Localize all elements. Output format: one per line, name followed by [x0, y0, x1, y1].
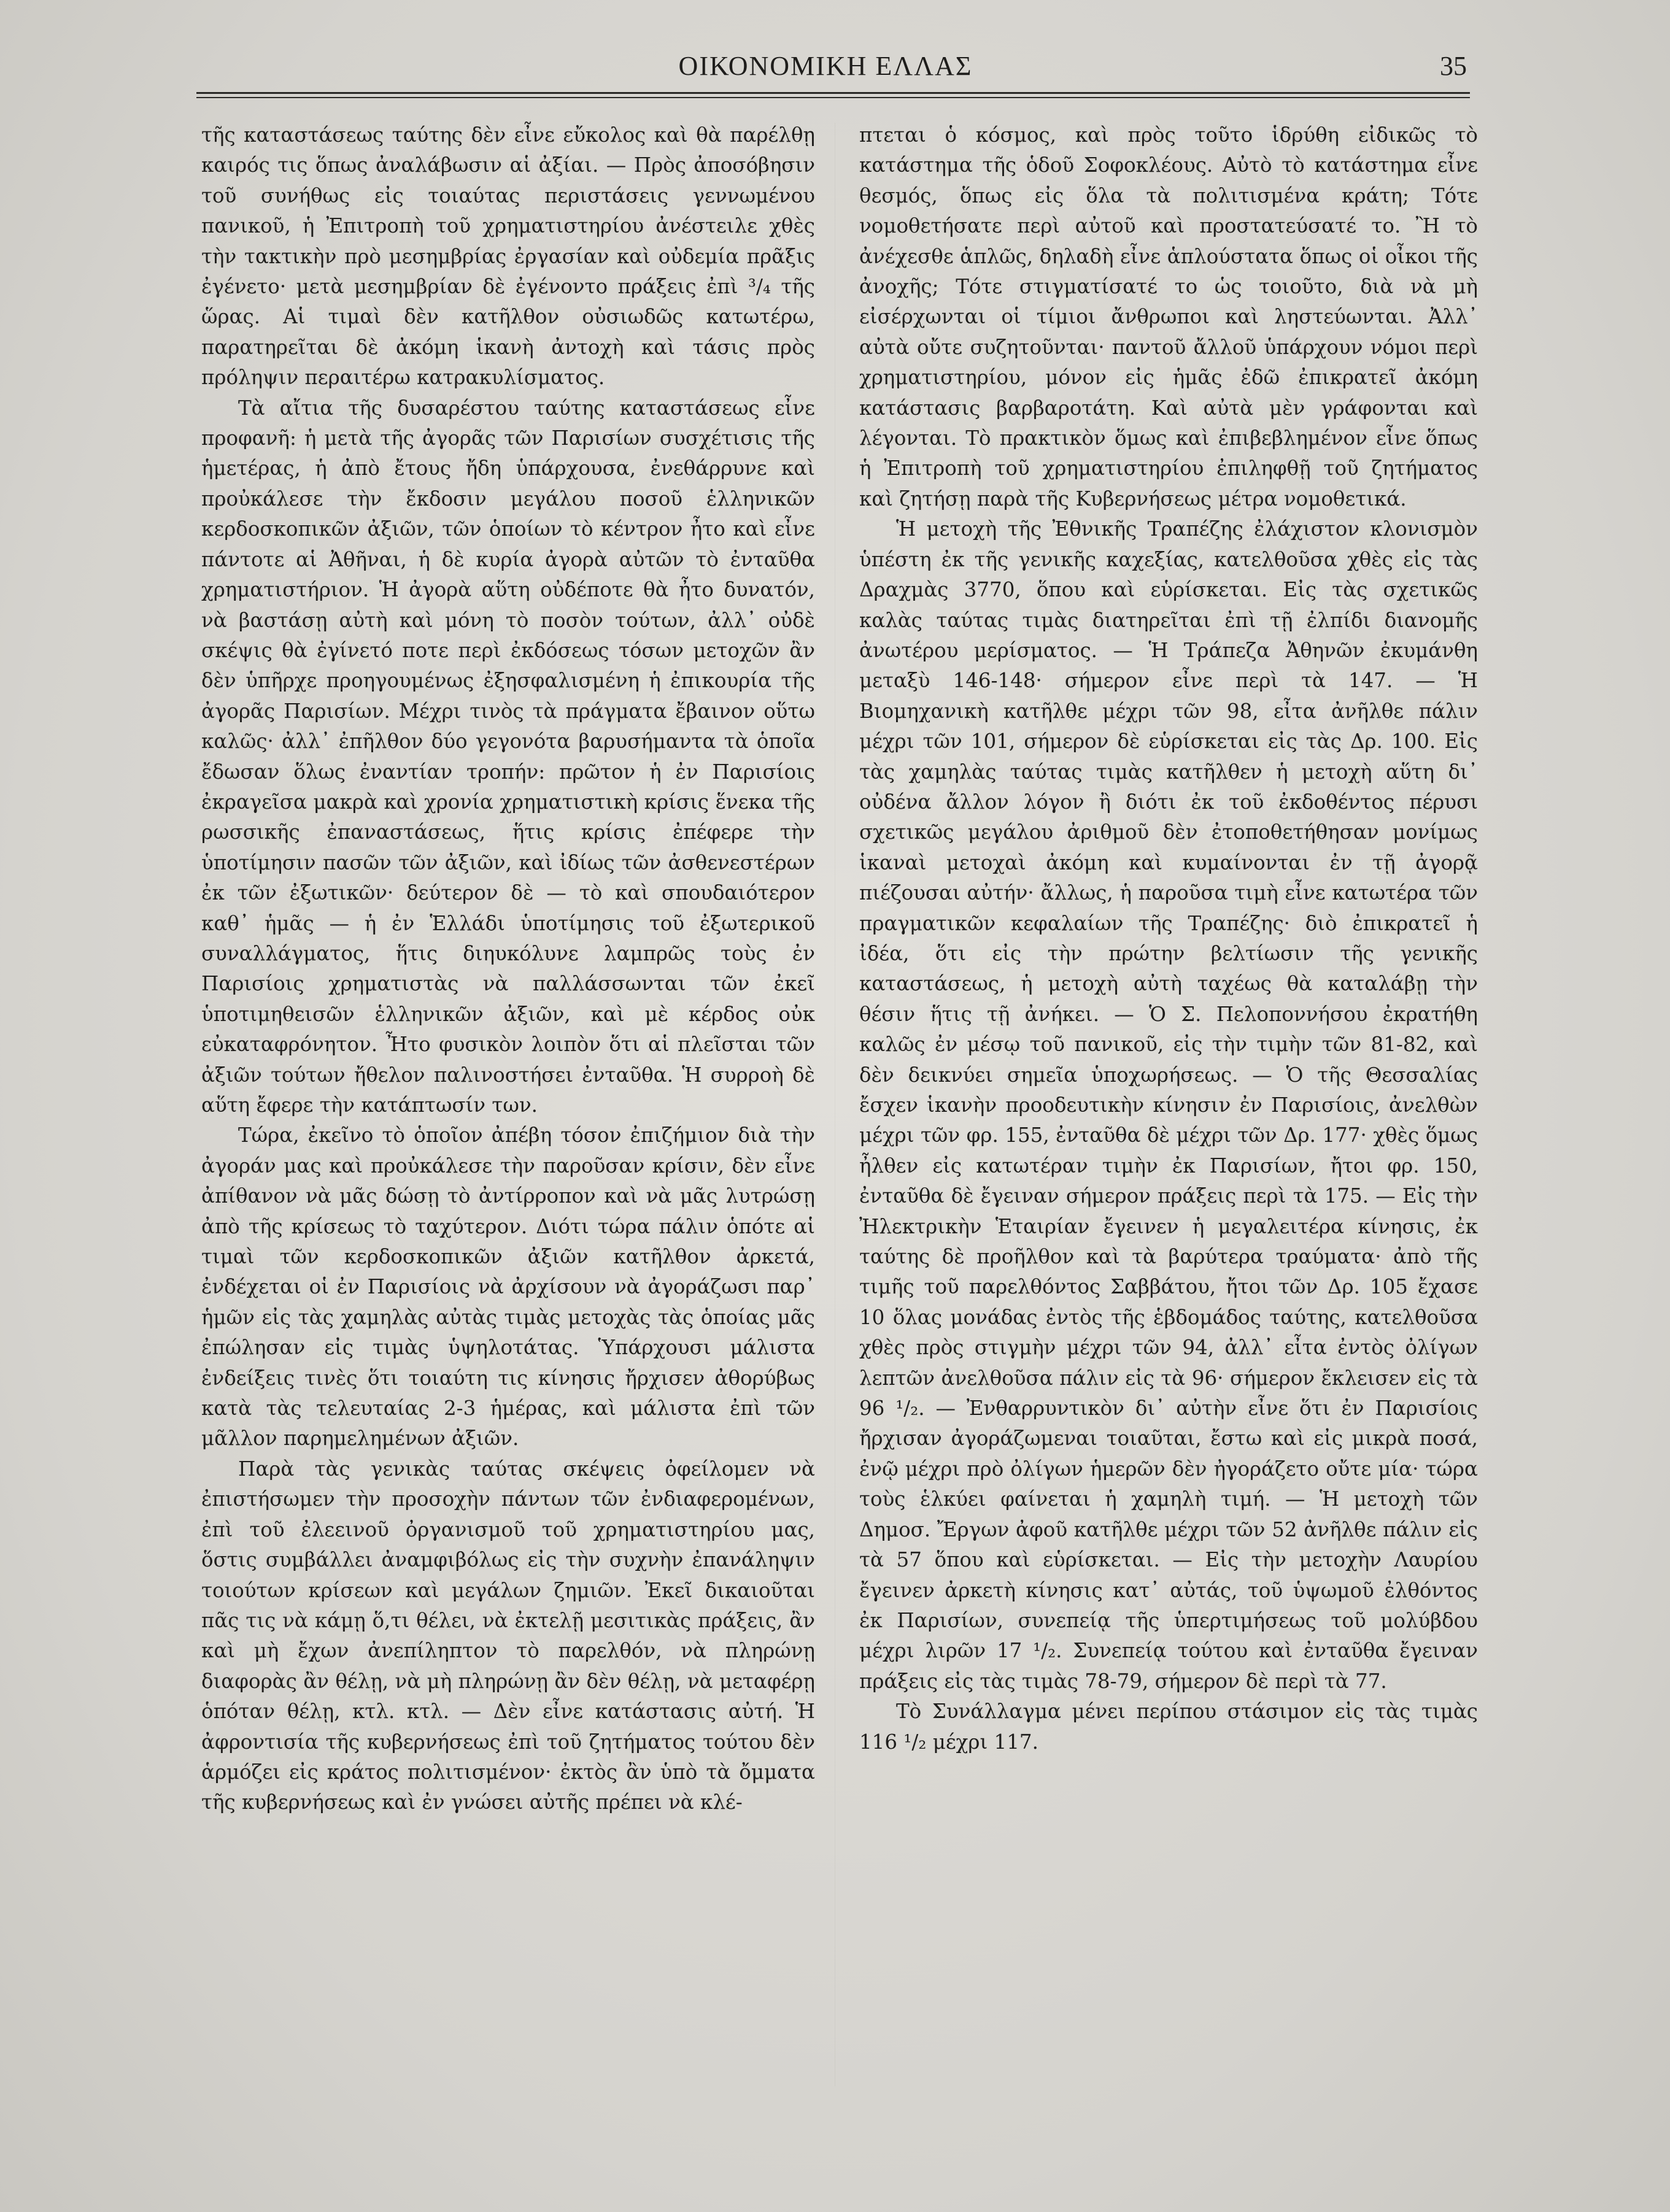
right-paragraph-2: Ἡ μετοχὴ τῆς Ἐθνικῆς Τραπέζης ἐλάχιστον κλονισμὸν ὑπέστη ἐκ τῆς γενικῆς καχεξίας, κατελθοῦσα χθὲς εἰς τὰς Δραχμὰς 3770, ὅπου καὶ εὑρίσκεται. Εἰς τὰς σχετικῶς καλὰς ταύτας τιμὰς διατηρεῖται ἐπὶ τῇ ἐλπίδι διανομῆς ἀνωτέρου μερίσματος. — Ἡ Τράπεζα Ἀθηνῶν ἐκυμάνθη μεταξὺ 146-148· σήμερον εἶνε περὶ τὰ 147. — Ἡ Βιομηχανικὴ κατῆλθε μέχρι τῶν 98, εἶτα ἀνῆλθε πάλιν μέχρι τῶν 101, σήμερον δὲ εὑρίσκεται εἰς τὰς Δρ. 100. Εἰς τὰς χαμηλὰς ταύτας τιμὰς κατῆλθεν ἡ μετοχὴ αὕτη δι᾽ οὐδένα ἄλλον λόγον ἢ διότι ἐκ τοῦ ἐκδοθέντος πέρυσι σχετικῶς μεγάλου ἀριθμοῦ δὲν ἐτοποθετήθησαν μονίμως ἱκαναὶ μετοχαὶ ἀκόμη καὶ κυμαίνονται ἐν τῇ ἀγορᾷ πιέζουσαι αὐτήν· ἄλλως, ἡ παροῦσα τιμὴ εἶνε κατωτέρα τῶν πραγματικῶν κεφαλαίων τῆς Τραπέζης· διὸ ἐπικρατεῖ ἡ ἰδέα, ὅτι εἰς τὴν πρώτην βελτίωσιν τῆς γενικῆς καταστάσεως, ἡ μετοχὴ αὐτὴ ταχέως θὰ καταλάβῃ τὴν θέσιν ἥτις τῇ ἀνήκει. — Ὁ Σ. Πελοποννήσου ἐκρατήθη καλῶς ἐν μέσῳ τοῦ πανικοῦ, εἰς τὴν τιμὴν τῶν 81-82, καὶ δὲν δεικνύει σημεῖα ὑποχωρήσεως. — Ὁ τῆς Θεσσαλίας ἔσχεν ἱκανὴν προοδευτικὴν κίνησιν ἐν Παρισίοις, ἀνελθὼν μέχρι τῶν φρ. 155, ἐνταῦθα δὲ μέχρι τῶν Δρ. 177· χθὲς ὅμως ἦλθεν εἰς κατωτέραν τιμὴν ἐκ Παρισίων, ἤτοι φρ. 150, ἐνταῦθα δὲ ἔγειναν σήμερον πράξεις περὶ τὰ 175. — Εἰς τὴν Ἠλεκτρικὴν Ἑταιρίαν ἔγεινεν ἡ μεγαλειτέρα κίνησις, ἐκ ταύτης δὲ προῆλθον καὶ τὰ βαρύτερα τραύματα· ἀπὸ τῆς τιμῆς τοῦ παρελθόντος Σαββάτου, ἤτοι τῶν Δρ. 105 ἔχασε 10 ὅλας μονάδας ἐντὸς τῆς ἑβδομάδος ταύτης, κατελθοῦσα χθὲς πρὸς στιγμὴν μέχρι τῶν 94, ἀλλ᾽ εἶτα ἐντὸς ὀλίγων λεπτῶν ἀνελθοῦσα πάλιν εἰς τὰ 96· σήμερον ἔκλεισεν εἰς τὰ 96 ¹/₂. — Ἐνθαρρυντικὸν δι᾽ αὐτὴν εἶνε ὅτι ἐν Παρισίοις ἤρχισαν ἀγοράζωμεναι τοιαῦται, ἔστω καὶ εἰς μικρὰ ποσά, ἐνῷ μέχρι πρὸ ὀλίγων ἡμερῶν δὲν ἠγοράζετο οὔτε μία· τώρα τοὺς ἑλκύει φαίνεται ἡ χαμηλὴ τιμή. — Ἡ μετοχὴ τῶν Δημοσ. Ἔργων ἀφοῦ κατῆλθε μέχρι τῶν 52 ἀνῆλθε πάλιν εἰς τὰ 57 ὅπου καὶ εὑρίσκεται. — Εἰς τὴν μετοχὴν Λαυρίου ἔγεινεν ἀρκετὴ κίνησις κατ᾽ αὐτάς, τοῦ ὑψωμοῦ ἐλθόντος ἐκ Παρισίων, συνεπείᾳ τῆς ὑπερτιμήσεως τοῦ μολύβδου μέχρι λιρῶν 17 ¹/₂. Συνεπείᾳ τούτου καὶ ἐνταῦθα ἔγειναν πράξεις εἰς τὰς τιμὰς 78-79, σήμερον δὲ περὶ τὰ 77.	[859, 517, 1478, 1693]
right-paragraph-1: πτεται ὁ κόσμος, καὶ πρὸς τοῦτο ἱδρύθη εἰδικῶς τὸ κατάστημα τῆς ὁδοῦ Σοφοκλέους. Αὐτὸ τὸ κατάστημα εἶνε θεσμός, ὅπως εἰς ὅλα τὰ πολιτισμένα κράτη; Τότε νομοθετήσατε περὶ αὐτοῦ καὶ προστατεύσατέ το. Ἢ τὸ ἀνέχεσθε ἁπλῶς, δηλαδὴ εἶνε ἁπλούστατα ὅπως οἱ οἶκοι τῆς ἀνοχῆς; Τότε στιγματίσατέ το ὡς τοιοῦτο, διὰ νὰ μὴ εἰσέρχωνται οἱ τίμιοι ἄνθρωποι καὶ ληστεύωνται. Ἀλλ᾽ αὐτὰ οὔτε συζητοῦνται· παντοῦ ἄλλοῦ ὑπάρχουν νόμοι περὶ χρηματιστηρίου, μόνον εἰς ἡμᾶς ἐδῶ ἐπικρατεῖ ἀκόμη κατάστασις βαρβαροτάτη. Καὶ αὐτὰ μὲν γράφονται καὶ λέγονται. Τὸ πρακτικὸν ὅμως καὶ ἐπιβεβλημένον εἶνε ὅπως ἡ Ἐπιτροπὴ τοῦ χρηματιστηρίου ἐπιληφθῇ τοῦ ζητήματος καὶ ζητήσῃ παρὰ τῆς Κυβερνήσεως μέτρα νομοθετικά.	[859, 123, 1478, 511]
right-column	[859, 120, 1478, 1757]
left-column	[201, 120, 815, 1818]
right-paragraph-3: Τὸ Συνάλλαγμα μένει περίπου στάσιμον εἰς τὰς τιμὰς 116 ¹/₂ μέχρι 117.	[859, 1700, 1478, 1754]
left-paragraph-2: Τὰ αἴτια τῆς δυσαρέστου ταύτης καταστάσεως εἶνε προφανῆ: ἡ μετὰ τῆς ἀγορᾶς τῶν Παρισίων συσχέτισις τῆς ἡμετέρας, ἡ ἀπὸ ἔτους ἤδη ὑπάρχουσα, ἐνεθάρρυνε καὶ προὐκάλεσε τὴν ἔκδοσιν μεγάλου ποσοῦ ἑλληνικῶν κερδοσκοπικῶν ἀξιῶν, τῶν ὁποίων τὸ κέντρον ἦτο καὶ εἶνε πάντοτε αἱ Ἀθῆναι, ἡ δὲ κυρία ἀγορὰ αὐτῶν τὸ ἐνταῦθα χρηματιστήριον. Ἡ ἀγορὰ αὕτη οὐδέποτε θὰ ἦτο δυνατόν, νὰ βαστάσῃ αὐτὴ καὶ μόνη τὸ ποσὸν τούτων, ἀλλ᾽ οὐδὲ σκέψις θὰ ἐγίνετό ποτε περὶ ἐκδόσεως τόσων μετοχῶν ἂν δὲν ὑπῆρχε προηγουμένως ἐξησφαλισμένη ἡ ἐπικουρία τῆς ἀγορᾶς Παρισίων. Μέχρι τινὸς τὰ πράγματα ἔβαινον οὕτω καλῶς· ἀλλ᾽ ἐπῆλθον δύο γεγονότα βαρυσήμαντα τὰ ὁποῖα ἔδωσαν ὅλως ἐναντίαν τροπήν: πρῶτον ἡ ἐν Παρισίοις ἐκραγεῖσα μακρὰ καὶ χρονία χρηματιστικὴ κρίσις ἕνεκα τῆς ρωσσικῆς ἐπαναστάσεως, ἥτις κρίσις ἐπέφερε τὴν ὑποτίμησιν πασῶν τῶν ἀξιῶν, καὶ ἰδίως τῶν ἀσθενεστέρων ἐκ τῶν ἐξωτικῶν· δεύτερον δὲ — τὸ καὶ σπουδαιότερον καθ᾽ ἡμᾶς — ἡ ἐν Ἑλλάδι ὑποτίμησις τοῦ ἐξωτερικοῦ συναλλάγματος, ἥτις διηυκόλυνε λαμπρῶς τοὺς ἐν Παρισίοις χρηματιστὰς νὰ παλλάσσωνται τῶν ἐκεῖ ὑποτιμηθεισῶν ἑλληνικῶν ἀξιῶν, καὶ μὲ κέρδος οὐκ εὐκαταφρόνητον. Ἦτο φυσικὸν λοιπὸν ὅτι αἱ πλεῖσται τῶν ἀξιῶν τούτων ἤθελον παλινοστήσει ἐνταῦθα. Ἡ συρροὴ δὲ αὕτη ἔφερε τὴν κατάπτωσίν των.	[201, 396, 815, 1117]
running-title: ΟΙΚΟΝΟΜΙΚΗ ΕΛΛΑΣ	[678, 51, 973, 81]
header-rule-top	[196, 92, 1470, 94]
left-paragraph-1: τῆς καταστάσεως ταύτης δὲν εἶνε εὔκολος καὶ θὰ παρέλθῃ καιρός τις ὅπως ἀναλάβωσιν αἱ ἀξίαι. — Πρὸς ἀποσόβησιν τοῦ συνήθως εἰς τοιαύτας περιστάσεις γεννωμένου πανικοῦ, ἡ Ἐπιτροπὴ τοῦ χρηματιστηρίου ἀνέστειλε χθὲς τὴν τακτικὴν πρὸ μεσημβρίας ἐργασίαν καὶ οὐδεμία πρᾶξις ἐγένετο· μετὰ μεσημβρίαν δὲ ἐγένοντο πράξεις ἐπὶ ³/₄ τῆς ὥρας. Αἱ τιμαὶ δὲν κατῆλθον οὐσιωδῶς κατωτέρω, παρατηρεῖται δὲ ἀκόμη ἱκανὴ ἀντοχὴ καὶ τάσις πρὸς πρόληψιν περαιτέρω κατρακυλίσματος.	[201, 123, 815, 390]
left-paragraph-4: Παρὰ τὰς γενικὰς ταύτας σκέψεις ὀφείλομεν νὰ ἐπιστήσωμεν τὴν προσοχὴν πάντων τῶν ἐνδιαφερομένων, ἐπὶ τοῦ ἐλεεινοῦ ὀργανισμοῦ τοῦ χρηματιστηρίου μας, ὅστις συμβάλλει ἀναμφιβόλως εἰς τὴν συχνὴν ἐπανάληψιν τοιούτων κρίσεων καὶ μεγάλων ζημιῶν. Ἐκεῖ δικαιοῦται πᾶς τις νὰ κάμῃ ὅ,τι θέλει, νὰ ἐκτελῇ μεσιτικὰς πράξεις, ἂν καὶ μὴ ἔχων ἀνεπίληπτον τὸ παρελθόν, νὰ πληρώνῃ διαφορὰς ἂν θέλῃ, νὰ μὴ πληρώνῃ ἂν δὲν θέλῃ, νὰ μεταφέρῃ ὁπόταν θέλῃ, κτλ. κτλ. — Δὲν εἶνε κατάστασις αὐτή. Ἡ ἀφροντισία τῆς κυβερνήσεως ἐπὶ τοῦ ζητήματος τούτου δὲν ἁρμόζει εἰς κράτος πολιτισμένον· ἐκτὸς ἂν ὑπὸ τὰ ὄμματα τῆς κυβερνήσεως καὶ ἐν γνώσει αὐτῆς πρέπει νὰ κλέ-	[201, 1457, 815, 1814]
left-paragraph-3: Τώρα, ἐκεῖνο τὸ ὁποῖον ἀπέβη τόσον ἐπιζήμιον διὰ τὴν ἀγοράν μας καὶ προὐκάλεσε τὴν παροῦσαν κρίσιν, δὲν εἶνε ἀπίθανον νὰ μᾶς δώσῃ τὸ ἀντίρροπον καὶ νὰ μᾶς λυτρώσῃ ἀπὸ τῆς κρίσεως τὸ ταχύτερον. Διότι τώρα πάλιν ὁπότε αἱ τιμαὶ τῶν κερδοσκοπικῶν ἀξιῶν κατῆλθον ἀρκετά, ἐνδέχεται οἱ ἐν Παρισίοις νὰ ἀρχίσουν νὰ ἀγοράζωσι παρ᾽ ἡμῶν εἰς τὰς χαμηλὰς αὐτὰς τιμὰς μετοχὰς τὰς ὁποίας μᾶς ἐπώλησαν εἰς τιμὰς ὑψηλοτάτας. Ὑπάρχουσι μάλιστα ἐνδείξεις τινὲς ὅτι τοιαύτη τις κίνησις ἤρχισεν ἀθορύβως κατὰ τὰς τελευταίας 2-3 ἡμέρας, καὶ μάλιστα ἐπὶ τῶν μᾶλλον παρημελημένων ἀξιῶν.	[201, 1123, 815, 1451]
header-rule-bottom	[196, 97, 1470, 98]
page-number: 35	[1440, 51, 1467, 81]
page-header	[184, 48, 1467, 91]
